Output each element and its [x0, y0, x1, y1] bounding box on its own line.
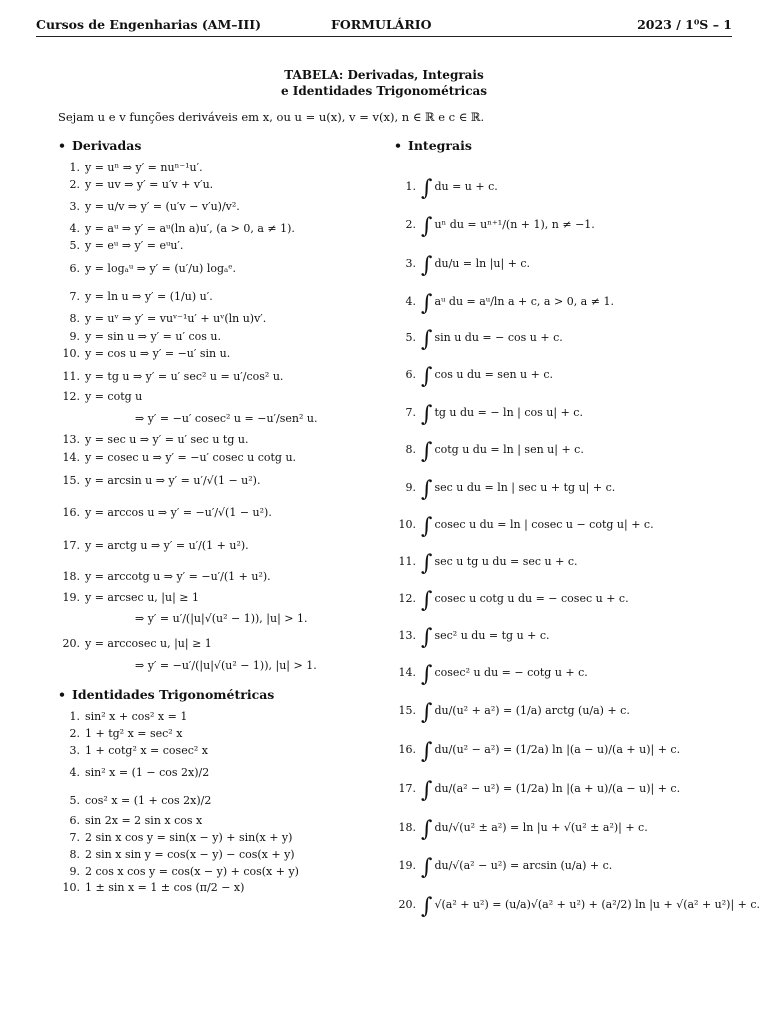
derivada-item: 17. y = arctg u ⇒ y′ = u′/(1 + u²).: [62, 539, 249, 552]
derivada-item: 9. y = sin u ⇒ y′ = u′ cos u.: [69, 330, 221, 343]
identidade-item: 3. 1 + cotg² x = cosec² x: [69, 744, 208, 757]
identidade-item: 6. sin 2x = 2 sin x cos x: [69, 814, 203, 827]
derivada-item: 10. y = cos u ⇒ y′ = −u′ sin u.: [62, 347, 231, 360]
identidade-item: 5. cos² x = (1 + cos 2x)/2: [69, 794, 212, 807]
title-line-1: TABELA: Derivadas, Integrais: [284, 68, 484, 82]
integral-item: 8. ∫ cotg u du = ln | sen u| + c.: [405, 439, 584, 464]
integral-sign-icon: ∫: [421, 551, 433, 576]
integral-sign-icon: ∫: [421, 700, 433, 725]
identidade-item: 7. 2 sin x cos y = sin(x − y) + sin(x + y): [69, 831, 293, 844]
integral-sign-icon: ∫: [421, 662, 433, 687]
derivada-item: 11. y = tg u ⇒ y′ = u′ sec² u = u′/cos² u.: [62, 370, 284, 383]
derivadas-heading: [58, 138, 141, 153]
derivada-item: 14. y = cosec u ⇒ y′ = −u′ cosec u cotg u.: [62, 451, 297, 464]
integral-item: 4. ∫ aᵘ du = aᵘ/ln a + c, a > 0, a ≠ 1.: [405, 291, 614, 316]
integral-sign-icon: ∫: [421, 214, 433, 239]
derivada-item: 6. y = logₐᵘ ⇒ y′ = (u′/u) logₐᵉ.: [69, 262, 237, 275]
derivada-continuation: ⇒ y′ = −u′/(|u|√(u² − 1)), |u| > 1.: [135, 659, 317, 672]
derivada-continuation: ⇒ y′ = −u′ cosec² u = −u′/sen² u.: [135, 412, 318, 425]
identidades-heading-text: Identidades Trigonométricas: [72, 687, 275, 702]
identidade-item: 8. 2 sin x sin y = cos(x − y) − cos(x + y): [69, 848, 295, 861]
integral-item: 19. ∫ du/√(a² − u²) = arcsin (u/a) + c.: [398, 855, 613, 880]
integral-item: 10. ∫ cosec u du = ln | cosec u − cotg u| + c.: [398, 514, 654, 539]
derivadas-heading-text: Derivadas: [72, 138, 142, 153]
integral-sign-icon: ∫: [421, 402, 433, 427]
integral-item: 17. ∫ du/(a² − u²) = (1/2a) ln |(a + u)/(a − u)| + c.: [398, 778, 681, 803]
integral-sign-icon: ∫: [421, 291, 433, 316]
integral-sign-icon: ∫: [421, 588, 433, 613]
integral-sign-icon: ∫: [421, 253, 433, 278]
derivada-item: 1. y = uⁿ ⇒ y′ = nuⁿ⁻¹u′.: [69, 161, 203, 174]
derivada-item: 19. y = arcsec u, |u| ≥ 1: [62, 591, 199, 604]
header-rule: [36, 36, 732, 37]
integral-item: 11. ∫ sec u tg u du = sec u + c.: [398, 551, 578, 576]
identidade-item: 2. 1 + tg² x = sec² x: [69, 727, 183, 740]
integral-sign-icon: ∫: [421, 739, 433, 764]
derivada-item: 2. y = uv ⇒ y′ = u′v + v′u.: [69, 178, 214, 191]
identidades-heading: [58, 687, 274, 702]
integral-item: 14. ∫ cosec² u du = − cotg u + c.: [398, 662, 588, 687]
integral-item: 1. ∫ du = u + c.: [405, 176, 498, 201]
bullet-icon: •: [58, 687, 66, 702]
derivada-continuation: ⇒ y′ = u′/(|u|√(u² − 1)), |u| > 1.: [135, 612, 308, 625]
derivada-item: 12. y = cotg u: [62, 390, 143, 403]
derivada-item: 7. y = ln u ⇒ y′ = (1/u) u′.: [69, 290, 213, 303]
integral-sign-icon: ∫: [421, 477, 433, 502]
integral-sign-icon: ∫: [421, 817, 433, 842]
integral-sign-icon: ∫: [421, 514, 433, 539]
integral-sign-icon: ∫: [421, 176, 433, 201]
derivada-item: 16. y = arccos u ⇒ y′ = −u′/√(1 − u²).: [62, 506, 272, 519]
integral-sign-icon: ∫: [421, 364, 433, 389]
header-title: FORMULÁRIO: [331, 17, 432, 32]
integral-item: 12. ∫ cosec u cotg u du = − cosec u + c.: [398, 588, 629, 613]
derivada-item: 5. y = eᵘ ⇒ y′ = eᵘu′.: [69, 239, 184, 252]
integral-sign-icon: ∫: [421, 439, 433, 464]
integrais-heading-text: Integrais: [408, 138, 472, 153]
identidade-item: 1. sin² x + cos² x = 1: [69, 710, 188, 723]
identidade-item: 9. 2 cos x cos y = cos(x − y) + cos(x + y): [69, 865, 299, 878]
integral-item: 18. ∫ du/√(u² ± a²) = ln |u + √(u² ± a²)| + c.: [398, 817, 648, 842]
integral-item: 6. ∫ cos u du = sen u + c.: [405, 364, 553, 389]
bullet-icon: •: [58, 138, 66, 153]
integral-item: 16. ∫ du/(u² − a²) = (1/2a) ln |(a − u)/(a + u)| + c.: [398, 739, 681, 764]
integral-item: 5. ∫ sin u du = − cos u + c.: [405, 327, 563, 352]
header-page: 2023 / 1⁰S – 1: [637, 17, 732, 32]
intro-text: Sejam u e v funções deriváveis em x, ou u = u(x), v = v(x), n ∈ ℝ e c ∈ ℝ.: [58, 110, 485, 124]
integral-sign-icon: ∫: [421, 625, 433, 650]
derivada-item: 20. y = arccosec u, |u| ≥ 1: [62, 637, 212, 650]
integral-sign-icon: ∫: [421, 894, 433, 919]
integral-sign-icon: ∫: [421, 778, 433, 803]
integral-item: 2. ∫ uⁿ du = uⁿ⁺¹/(n + 1), n ≠ −1.: [405, 214, 595, 239]
bullet-icon: •: [394, 138, 402, 153]
integral-item: 3. ∫ du/u = ln |u| + c.: [405, 253, 531, 278]
integral-item: 9. ∫ sec u du = ln | sec u + tg u| + c.: [405, 477, 616, 502]
derivada-item: 3. y = u/v ⇒ y′ = (u′v − v′u)/v².: [69, 200, 240, 213]
derivada-item: 4. y = aᵘ ⇒ y′ = aᵘ(ln a)u′, (a > 0, a ≠ 1).: [69, 222, 295, 235]
derivada-item: 18. y = arccotg u ⇒ y′ = −u′/(1 + u²).: [62, 570, 271, 583]
integrais-heading: [394, 138, 472, 153]
integral-item: 7. ∫ tg u du = − ln | cos u| + c.: [405, 402, 583, 427]
integral-item: 15. ∫ du/(u² + a²) = (1/a) arctg (u/a) + c.: [398, 700, 630, 725]
integral-item: 20. ∫ √(a² + u²) = (u/a)√(a² + u²) + (a²/2) ln |u + √(a² + u²)| + c.: [398, 894, 761, 919]
identidade-item: 4. sin² x = (1 − cos 2x)/2: [69, 766, 210, 779]
integral-sign-icon: ∫: [421, 327, 433, 352]
integral-sign-icon: ∫: [421, 855, 433, 880]
derivada-item: 13. y = sec u ⇒ y′ = u′ sec u tg u.: [62, 433, 249, 446]
derivada-item: 15. y = arcsin u ⇒ y′ = u′/√(1 − u²).: [62, 474, 261, 487]
derivada-item: 8. y = uᵛ ⇒ y′ = vuᵛ⁻¹u′ + uᵛ(ln u)v′.: [69, 312, 267, 325]
identidade-item: 10. 1 ± sin x = 1 ± cos (π/2 − x): [62, 881, 245, 894]
integral-item: 13. ∫ sec² u du = tg u + c.: [398, 625, 550, 650]
header-course: Cursos de Engenharias (AM–III): [36, 17, 261, 32]
title-line-2: e Identidades Trigonométricas: [280, 84, 488, 98]
